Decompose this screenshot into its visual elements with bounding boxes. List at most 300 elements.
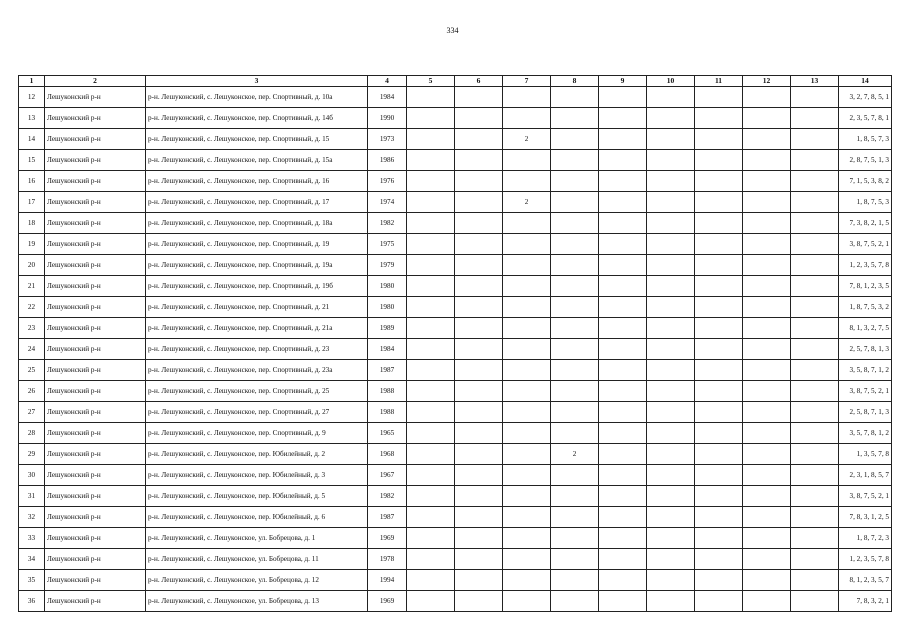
row-number-cell: 28 [19, 423, 45, 444]
col5-cell [407, 234, 455, 255]
column-header-6: 6 [455, 76, 503, 87]
col6-cell [455, 276, 503, 297]
column-header-7: 7 [503, 76, 551, 87]
col5-cell [407, 318, 455, 339]
col9-cell [599, 507, 647, 528]
col5-cell [407, 402, 455, 423]
col10-cell [647, 381, 695, 402]
row-number-cell: 22 [19, 297, 45, 318]
col8-cell [551, 276, 599, 297]
code-cell: 1, 2, 3, 5, 7, 8 [839, 255, 892, 276]
district-cell: Лешуконский р-н [45, 297, 146, 318]
table-row [19, 276, 892, 297]
col8-cell [551, 528, 599, 549]
col11-cell [695, 213, 743, 234]
year-cell: 1967 [368, 465, 407, 486]
row-number-cell: 19 [19, 234, 45, 255]
col9-cell [599, 234, 647, 255]
col8-cell [551, 318, 599, 339]
table-row [19, 549, 892, 570]
col6-cell [455, 507, 503, 528]
col8-cell [551, 360, 599, 381]
col12-cell [743, 528, 791, 549]
column-header-9: 9 [599, 76, 647, 87]
code-cell: 1, 8, 7, 2, 3 [839, 528, 892, 549]
year-cell: 1975 [368, 234, 407, 255]
col7-cell [503, 465, 551, 486]
district-cell: Лешуконский р-н [45, 213, 146, 234]
address-cell: р-н. Лешуконский, с. Лешуконское, пер. Юбилейный, д. 3 [146, 465, 368, 486]
col10-cell [647, 213, 695, 234]
col12-cell [743, 381, 791, 402]
col5-cell [407, 171, 455, 192]
year-cell: 1988 [368, 381, 407, 402]
code-cell: 1, 8, 5, 7, 3 [839, 129, 892, 150]
col10-cell [647, 318, 695, 339]
col11-cell [695, 129, 743, 150]
col11-cell [695, 297, 743, 318]
code-cell: 3, 5, 8, 7, 1, 2 [839, 360, 892, 381]
district-cell: Лешуконский р-н [45, 150, 146, 171]
col8-cell [551, 234, 599, 255]
col13-cell [791, 360, 839, 381]
table-row [19, 108, 892, 129]
col6-cell [455, 402, 503, 423]
code-cell: 3, 8, 7, 5, 2, 1 [839, 381, 892, 402]
table-row [19, 150, 892, 171]
col10-cell [647, 171, 695, 192]
col10-cell [647, 192, 695, 213]
col7-cell [503, 528, 551, 549]
row-number-cell: 29 [19, 444, 45, 465]
col8-cell: 2 [551, 444, 599, 465]
code-cell: 8, 1, 2, 3, 5, 7 [839, 570, 892, 591]
col5-cell [407, 297, 455, 318]
col6-cell [455, 360, 503, 381]
col6-cell [455, 486, 503, 507]
col7-cell [503, 381, 551, 402]
address-cell: р-н. Лешуконский, с. Лешуконское, пер. Спортивный, д. 27 [146, 402, 368, 423]
table-row [19, 360, 892, 381]
year-cell: 1986 [368, 150, 407, 171]
row-number-cell: 14 [19, 129, 45, 150]
col11-cell [695, 528, 743, 549]
col12-cell [743, 171, 791, 192]
col7-cell [503, 297, 551, 318]
col10-cell [647, 402, 695, 423]
col13-cell [791, 465, 839, 486]
col11-cell [695, 591, 743, 612]
row-number-cell: 26 [19, 381, 45, 402]
table-row [19, 213, 892, 234]
table-row [19, 255, 892, 276]
col12-cell [743, 339, 791, 360]
address-cell: р-н. Лешуконский, с. Лешуконское, пер. Спортивный, д. 14б [146, 108, 368, 129]
address-cell: р-н. Лешуконский, с. Лешуконское, пер. Спортивный, д. 21а [146, 318, 368, 339]
col13-cell [791, 276, 839, 297]
col6-cell [455, 381, 503, 402]
col12-cell [743, 108, 791, 129]
col7-cell: 2 [503, 129, 551, 150]
col9-cell [599, 423, 647, 444]
col7-cell: 2 [503, 192, 551, 213]
col6-cell [455, 528, 503, 549]
col9-cell [599, 591, 647, 612]
col6-cell [455, 339, 503, 360]
code-cell: 7, 8, 3, 1, 2, 5 [839, 507, 892, 528]
col12-cell [743, 192, 791, 213]
col13-cell [791, 192, 839, 213]
col7-cell [503, 486, 551, 507]
table-row [19, 528, 892, 549]
col10-cell [647, 150, 695, 171]
district-cell: Лешуконский р-н [45, 171, 146, 192]
address-cell: р-н. Лешуконский, с. Лешуконское, ул. Бобрецова, д. 13 [146, 591, 368, 612]
col10-cell [647, 528, 695, 549]
col6-cell [455, 108, 503, 129]
col12-cell [743, 507, 791, 528]
col7-cell [503, 318, 551, 339]
col10-cell [647, 444, 695, 465]
table-header [19, 76, 892, 87]
district-cell: Лешуконский р-н [45, 318, 146, 339]
year-cell: 1969 [368, 591, 407, 612]
address-cell: р-н. Лешуконский, с. Лешуконское, пер. Спортивный, д. 21 [146, 297, 368, 318]
code-cell: 1, 3, 5, 7, 8 [839, 444, 892, 465]
col9-cell [599, 360, 647, 381]
col7-cell [503, 591, 551, 612]
table-row [19, 318, 892, 339]
col5-cell [407, 570, 455, 591]
col5-cell [407, 129, 455, 150]
col7-cell [503, 276, 551, 297]
row-number-cell: 12 [19, 87, 45, 108]
address-cell: р-н. Лешуконский, с. Лешуконское, пер. Спортивный, д. 9 [146, 423, 368, 444]
col8-cell [551, 381, 599, 402]
col13-cell [791, 444, 839, 465]
col10-cell [647, 339, 695, 360]
col12-cell [743, 444, 791, 465]
col7-cell [503, 255, 551, 276]
row-number-cell: 25 [19, 360, 45, 381]
column-header-11: 11 [695, 76, 743, 87]
col6-cell [455, 570, 503, 591]
col11-cell [695, 549, 743, 570]
code-cell: 2, 3, 5, 7, 8, 1 [839, 108, 892, 129]
col10-cell [647, 570, 695, 591]
col10-cell [647, 549, 695, 570]
code-cell: 7, 8, 3, 2, 1 [839, 591, 892, 612]
col10-cell [647, 276, 695, 297]
table-row [19, 570, 892, 591]
address-cell: р-н. Лешуконский, с. Лешуконское, пер. Юбилейный, д. 6 [146, 507, 368, 528]
year-cell: 1973 [368, 129, 407, 150]
col12-cell [743, 87, 791, 108]
district-cell: Лешуконский р-н [45, 423, 146, 444]
col8-cell [551, 255, 599, 276]
col10-cell [647, 465, 695, 486]
col10-cell [647, 108, 695, 129]
year-cell: 1978 [368, 549, 407, 570]
col9-cell [599, 276, 647, 297]
col5-cell [407, 465, 455, 486]
col9-cell [599, 549, 647, 570]
col12-cell [743, 318, 791, 339]
row-number-cell: 34 [19, 549, 45, 570]
col13-cell [791, 486, 839, 507]
district-cell: Лешуконский р-н [45, 276, 146, 297]
col9-cell [599, 150, 647, 171]
col7-cell [503, 507, 551, 528]
col12-cell [743, 465, 791, 486]
col6-cell [455, 150, 503, 171]
page-number: 334 [446, 26, 459, 35]
district-cell: Лешуконский р-н [45, 360, 146, 381]
col13-cell [791, 297, 839, 318]
col6-cell [455, 591, 503, 612]
year-cell: 1994 [368, 570, 407, 591]
col9-cell [599, 318, 647, 339]
year-cell: 1974 [368, 192, 407, 213]
col10-cell [647, 255, 695, 276]
col7-cell [503, 549, 551, 570]
col6-cell [455, 318, 503, 339]
table-row [19, 423, 892, 444]
row-number-cell: 20 [19, 255, 45, 276]
col11-cell [695, 381, 743, 402]
address-cell: р-н. Лешуконский, с. Лешуконское, пер. Юбилейный, д. 5 [146, 486, 368, 507]
column-header-14: 14 [839, 76, 892, 87]
col6-cell [455, 444, 503, 465]
col10-cell [647, 486, 695, 507]
col13-cell [791, 234, 839, 255]
col6-cell [455, 171, 503, 192]
district-cell: Лешуконский р-н [45, 129, 146, 150]
col11-cell [695, 255, 743, 276]
row-number-cell: 30 [19, 465, 45, 486]
year-cell: 1965 [368, 423, 407, 444]
column-header-8: 8 [551, 76, 599, 87]
column-header-13: 13 [791, 76, 839, 87]
code-cell: 3, 8, 7, 5, 2, 1 [839, 234, 892, 255]
table-row [19, 129, 892, 150]
table-row [19, 297, 892, 318]
code-cell: 7, 1, 5, 3, 8, 2 [839, 171, 892, 192]
year-cell: 1987 [368, 360, 407, 381]
district-cell: Лешуконский р-н [45, 486, 146, 507]
col12-cell [743, 360, 791, 381]
col11-cell [695, 276, 743, 297]
col13-cell [791, 381, 839, 402]
col7-cell [503, 171, 551, 192]
column-header-1: 1 [19, 76, 45, 87]
row-number-cell: 27 [19, 402, 45, 423]
district-cell: Лешуконский р-н [45, 108, 146, 129]
col12-cell [743, 276, 791, 297]
col11-cell [695, 423, 743, 444]
col12-cell [743, 486, 791, 507]
col13-cell [791, 213, 839, 234]
col11-cell [695, 444, 743, 465]
col8-cell [551, 423, 599, 444]
year-cell: 1969 [368, 528, 407, 549]
col6-cell [455, 192, 503, 213]
column-header-2: 2 [45, 76, 146, 87]
col7-cell [503, 444, 551, 465]
year-cell: 1980 [368, 276, 407, 297]
col10-cell [647, 423, 695, 444]
address-cell: р-н. Лешуконский, с. Лешуконское, пер. Спортивный, д. 15а [146, 150, 368, 171]
col13-cell [791, 549, 839, 570]
table-row [19, 381, 892, 402]
code-cell: 3, 2, 7, 8, 5, 1 [839, 87, 892, 108]
table-row [19, 465, 892, 486]
table-row [19, 339, 892, 360]
district-cell: Лешуконский р-н [45, 570, 146, 591]
col5-cell [407, 423, 455, 444]
address-cell: р-н. Лешуконский, с. Лешуконское, пер. Спортивный, д. 18а [146, 213, 368, 234]
col8-cell [551, 570, 599, 591]
row-number-cell: 15 [19, 150, 45, 171]
col7-cell [503, 402, 551, 423]
col9-cell [599, 339, 647, 360]
col12-cell [743, 255, 791, 276]
col7-cell [503, 423, 551, 444]
column-header-12: 12 [743, 76, 791, 87]
col12-cell [743, 234, 791, 255]
col6-cell [455, 297, 503, 318]
col8-cell [551, 87, 599, 108]
col6-cell [455, 255, 503, 276]
table-row [19, 486, 892, 507]
row-number-cell: 33 [19, 528, 45, 549]
col7-cell [503, 213, 551, 234]
col9-cell [599, 402, 647, 423]
col12-cell [743, 129, 791, 150]
year-cell: 1980 [368, 297, 407, 318]
col8-cell [551, 339, 599, 360]
col5-cell [407, 192, 455, 213]
col8-cell [551, 129, 599, 150]
code-cell: 3, 5, 7, 8, 1, 2 [839, 423, 892, 444]
col8-cell [551, 150, 599, 171]
col8-cell [551, 486, 599, 507]
col9-cell [599, 570, 647, 591]
table-row [19, 171, 892, 192]
col13-cell [791, 339, 839, 360]
col9-cell [599, 129, 647, 150]
year-cell: 1979 [368, 255, 407, 276]
row-number-cell: 24 [19, 339, 45, 360]
address-cell: р-н. Лешуконский, с. Лешуконское, пер. Спортивный, д. 23а [146, 360, 368, 381]
col12-cell [743, 423, 791, 444]
col5-cell [407, 87, 455, 108]
col12-cell [743, 402, 791, 423]
col5-cell [407, 108, 455, 129]
col11-cell [695, 402, 743, 423]
col7-cell [503, 570, 551, 591]
col7-cell [503, 108, 551, 129]
address-cell: р-н. Лешуконский, с. Лешуконское, пер. Спортивный, д. 10а [146, 87, 368, 108]
col10-cell [647, 297, 695, 318]
col7-cell [503, 360, 551, 381]
district-cell: Лешуконский р-н [45, 402, 146, 423]
table-row [19, 192, 892, 213]
col10-cell [647, 87, 695, 108]
col9-cell [599, 171, 647, 192]
column-header-3: 3 [146, 76, 368, 87]
col12-cell [743, 150, 791, 171]
col8-cell [551, 591, 599, 612]
col5-cell [407, 339, 455, 360]
col11-cell [695, 192, 743, 213]
col11-cell [695, 486, 743, 507]
district-cell: Лешуконский р-н [45, 507, 146, 528]
col5-cell [407, 276, 455, 297]
col8-cell [551, 108, 599, 129]
district-cell: Лешуконский р-н [45, 87, 146, 108]
address-cell: р-н. Лешуконский, с. Лешуконское, пер. Спортивный, д. 16 [146, 171, 368, 192]
district-cell: Лешуконский р-н [45, 444, 146, 465]
col6-cell [455, 549, 503, 570]
code-cell: 2, 8, 7, 5, 1, 3 [839, 150, 892, 171]
district-cell: Лешуконский р-н [45, 549, 146, 570]
col8-cell [551, 171, 599, 192]
district-cell: Лешуконский р-н [45, 234, 146, 255]
code-cell: 8, 1, 3, 2, 7, 5 [839, 318, 892, 339]
col13-cell [791, 507, 839, 528]
col10-cell [647, 129, 695, 150]
address-cell: р-н. Лешуконский, с. Лешуконское, ул. Бобрецова, д. 11 [146, 549, 368, 570]
address-cell: р-н. Лешуконский, с. Лешуконское, ул. Бобрецова, д. 1 [146, 528, 368, 549]
col9-cell [599, 528, 647, 549]
col5-cell [407, 549, 455, 570]
col9-cell [599, 213, 647, 234]
year-cell: 1988 [368, 402, 407, 423]
address-cell: р-н. Лешуконский, с. Лешуконское, пер. Спортивный, д. 19б [146, 276, 368, 297]
col9-cell [599, 465, 647, 486]
address-cell: р-н. Лешуконский, с. Лешуконское, пер. Спортивный, д. 23 [146, 339, 368, 360]
district-cell: Лешуконский р-н [45, 255, 146, 276]
col10-cell [647, 507, 695, 528]
year-cell: 1982 [368, 213, 407, 234]
col5-cell [407, 486, 455, 507]
row-number-cell: 31 [19, 486, 45, 507]
year-cell: 1990 [368, 108, 407, 129]
table-row [19, 402, 892, 423]
col11-cell [695, 234, 743, 255]
col5-cell [407, 381, 455, 402]
district-cell: Лешуконский р-н [45, 339, 146, 360]
col13-cell [791, 318, 839, 339]
district-cell: Лешуконский р-н [45, 465, 146, 486]
col11-cell [695, 87, 743, 108]
col9-cell [599, 108, 647, 129]
code-cell: 1, 8, 7, 5, 3 [839, 192, 892, 213]
col6-cell [455, 213, 503, 234]
col6-cell [455, 423, 503, 444]
year-cell: 1989 [368, 318, 407, 339]
col13-cell [791, 129, 839, 150]
col10-cell [647, 591, 695, 612]
district-cell: Лешуконский р-н [45, 591, 146, 612]
col8-cell [551, 297, 599, 318]
table-row [19, 507, 892, 528]
col13-cell [791, 87, 839, 108]
table-row [19, 87, 892, 108]
col8-cell [551, 213, 599, 234]
col8-cell [551, 465, 599, 486]
